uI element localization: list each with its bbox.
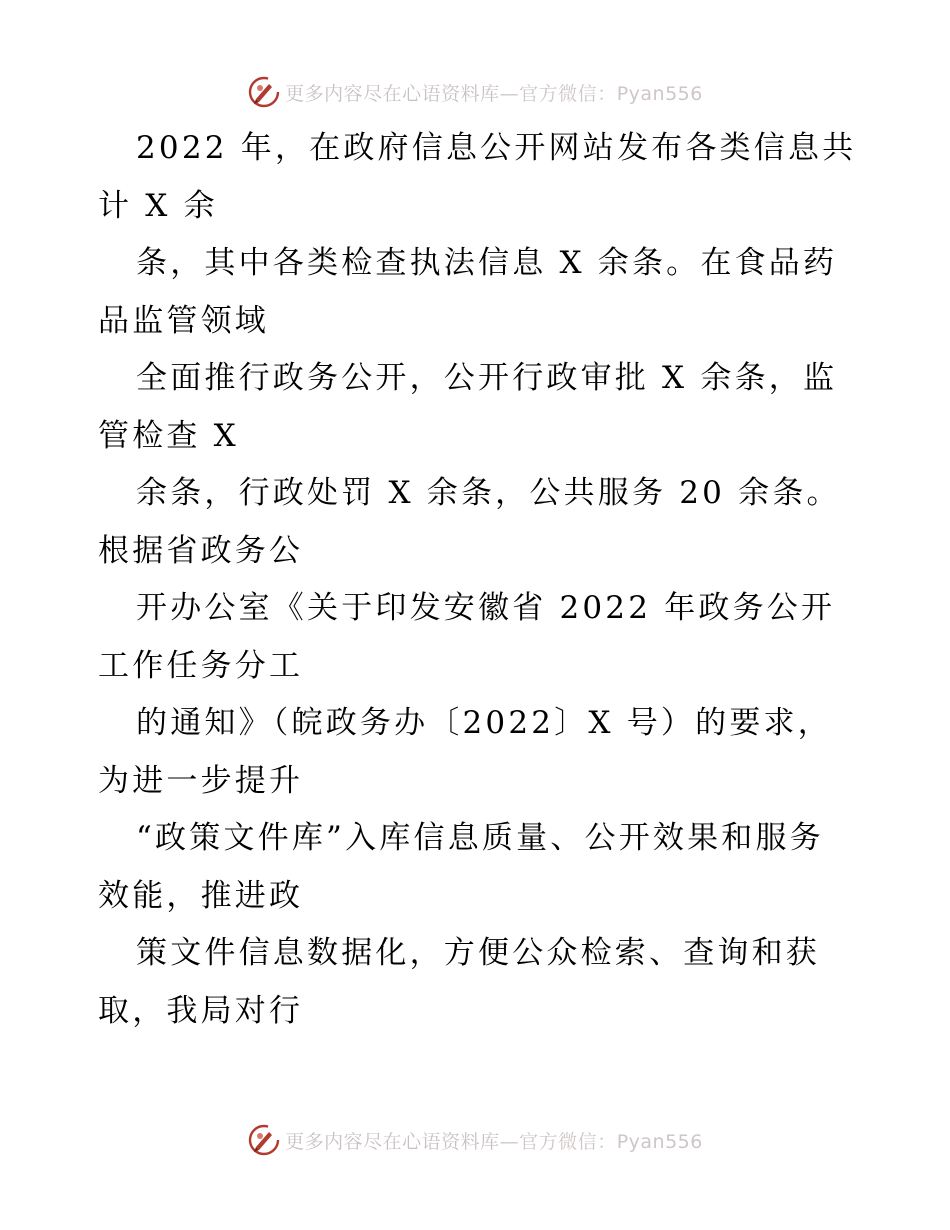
paragraph: 条，其中各类检查执法信息 X 余条。在食品药品监管领域 [98,245,838,339]
paragraph: 余条，行政处罚 X 余条，公共服务 20 余条。根据省政务公 [98,475,841,569]
pen-swirl-icon [247,75,281,109]
watermark-wechat-id: Pyan556 [616,1130,703,1153]
watermark-separator: — [499,1130,520,1153]
watermark-text [285,1127,703,1154]
paragraph: 全面推行政务公开，公开行政审批 X 余条，监管检查 X [98,360,838,454]
watermark-text [285,79,703,106]
watermark-wechat-label: 官方微信： [519,1130,617,1153]
document-body [98,120,858,1040]
watermark-site-name: 更多内容尽在心语资料库 [285,1130,500,1153]
paragraph: 开办公室《关于印发安徽省 2022 年政务公开工作任务分工 [98,590,836,684]
paragraph: 的通知》（皖政务办〔2022〕X 号）的要求，为进一步提升 [98,705,832,799]
footer-watermark [0,1120,950,1160]
watermark-separator: — [499,82,520,105]
pen-swirl-icon [247,1123,281,1157]
watermark-wechat-id: Pyan556 [616,82,703,105]
paragraph: “政策文件库”入库信息质量、公开效果和服务效能，推进政 [98,820,824,914]
watermark-wechat-label: 官方微信： [519,82,617,105]
header-watermark [0,72,950,112]
watermark-site-name: 更多内容尽在心语资料库 [285,82,500,105]
paragraph: 2022 年，在政府信息公开网站发布各类信息共计 X 余 [98,130,857,224]
paragraph: 策文件信息数据化，方便公众检索、查询和获取，我局对行 [98,935,820,1029]
